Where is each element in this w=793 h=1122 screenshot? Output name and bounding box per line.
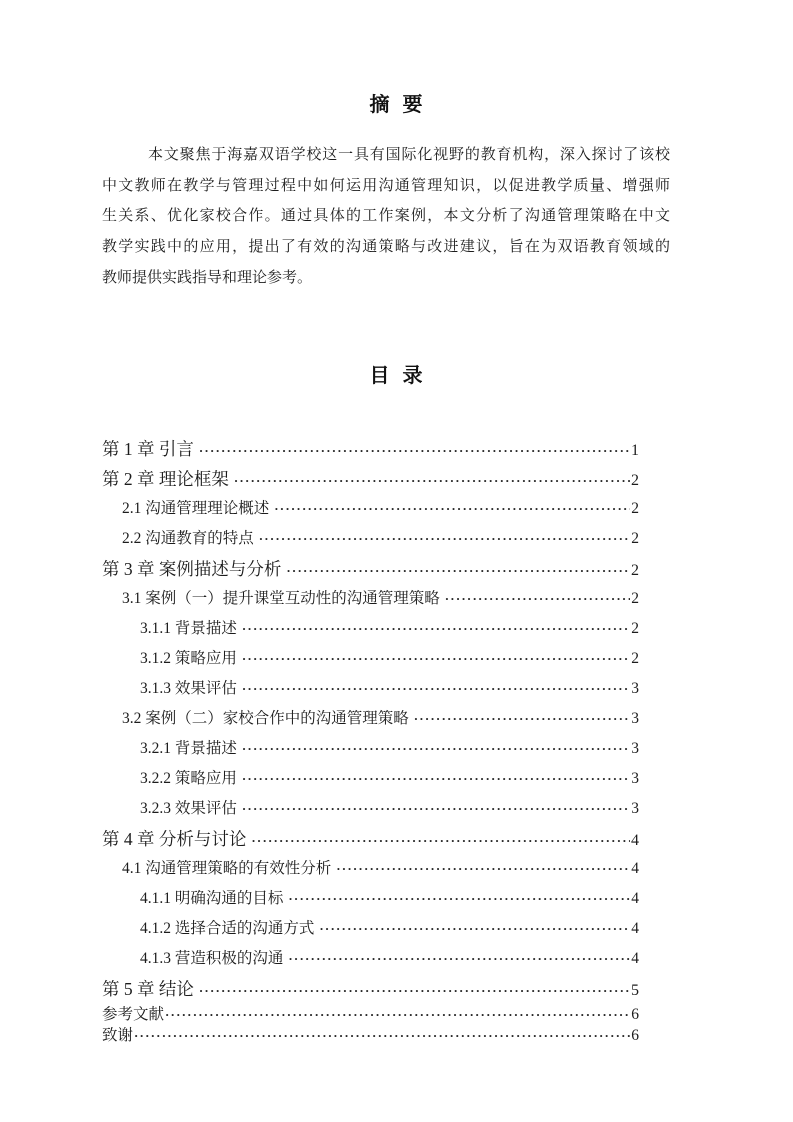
toc-entry-label: 3.2.3 效果评估 (140, 800, 237, 817)
toc-entry[interactable] (102, 1025, 639, 1046)
toc-entry-page-number: 3 (631, 740, 639, 757)
dot-leader-icon (288, 884, 630, 914)
dot-leader-icon (445, 584, 630, 614)
toc-entry-label: 3.1.2 策略应用 (140, 650, 237, 667)
toc-entry[interactable] (102, 734, 639, 764)
dot-leader-icon (242, 644, 630, 674)
toc-entry-page-number: 5 (631, 982, 639, 999)
toc-entry-label: 3.2.2 策略应用 (140, 770, 237, 787)
dot-leader-icon (199, 436, 630, 464)
toc-entry-page-number: 2 (631, 530, 639, 547)
toc-entry[interactable] (102, 464, 639, 494)
toc-entry[interactable] (102, 554, 639, 584)
toc-entry-page-number: 4 (631, 860, 639, 877)
toc-entry[interactable] (102, 854, 639, 884)
toc-entry-label: 致谢 (102, 1027, 134, 1044)
dot-leader-icon (165, 1004, 630, 1025)
dot-leader-icon (251, 826, 630, 854)
toc-entry-label: 3.2.1 背景描述 (140, 740, 237, 757)
abstract-line: 教师提供实践指导和理论参考。 (102, 269, 313, 286)
toc-entry[interactable] (102, 884, 639, 914)
toc-entry-label: 2.2 沟通教育的特点 (122, 530, 254, 547)
toc-entry[interactable] (102, 764, 639, 794)
toc-entry-page-number: 2 (631, 472, 639, 489)
toc-entry-label: 第 4 章 分析与讨论 (102, 829, 247, 849)
toc-entry-page-number: 4 (631, 920, 639, 937)
toc-entry-label: 4.1.1 明确沟通的目标 (140, 890, 284, 907)
toc-entry-label: 3.1.1 背景描述 (140, 620, 237, 637)
toc-entry-page-number: 3 (631, 710, 639, 727)
toc-entry-page-number: 3 (631, 770, 639, 787)
toc-entry[interactable] (102, 644, 639, 674)
dot-leader-icon (319, 914, 630, 944)
toc-entry-page-number: 1 (631, 442, 639, 459)
toc-entry-label: 第 3 章 案例描述与分析 (102, 559, 282, 579)
toc-entry[interactable] (102, 614, 639, 644)
toc-entry-label: 3.2 案例（二）家校合作中的沟通管理策略 (122, 710, 409, 727)
dot-leader-icon (286, 556, 630, 584)
toc-entry[interactable] (102, 944, 639, 974)
toc-list (102, 434, 639, 1046)
toc-entry-label: 3.1.3 效果评估 (140, 680, 237, 697)
dot-leader-icon (234, 466, 630, 494)
dot-leader-icon (336, 854, 630, 884)
toc-entry-page-number: 6 (631, 1027, 639, 1044)
toc-entry-label: 第 1 章 引言 (102, 439, 194, 459)
toc-entry-label: 4.1.3 营造积极的沟通 (140, 950, 284, 967)
dot-leader-icon (274, 494, 630, 524)
toc-title: 目 录 (369, 365, 424, 387)
toc-entry-page-number: 2 (631, 500, 639, 517)
dot-leader-icon (242, 674, 630, 704)
toc-entry[interactable] (102, 974, 639, 1004)
toc-entry[interactable] (102, 524, 639, 554)
abstract-line: 生关系、优化家校合作。通过具体的工作案例，本文分析了沟通管理策略在中文 (102, 208, 670, 225)
toc-entry-page-number: 2 (631, 620, 639, 637)
dot-leader-icon (242, 794, 630, 824)
toc-entry-label: 第 2 章 理论框架 (102, 469, 229, 489)
toc-entry-page-number: 6 (631, 1006, 639, 1023)
toc-entry-page-number: 4 (631, 832, 639, 849)
toc-entry[interactable] (102, 704, 639, 734)
toc-entry-label: 4.1 沟通管理策略的有效性分析 (122, 860, 332, 877)
toc-entry-page-number: 3 (631, 680, 639, 697)
dot-leader-icon (242, 764, 630, 794)
toc-entry-label: 4.1.2 选择合适的沟通方式 (140, 920, 315, 937)
dot-leader-icon (134, 1025, 630, 1046)
toc-entry-label: 3.1 案例（一）提升课堂互动性的沟通管理策略 (122, 590, 440, 607)
toc-entry[interactable] (102, 674, 639, 704)
abstract-line: 中文教师在教学与管理过程中如何运用沟通管理知识，以促进教学质量、增强师 (102, 177, 670, 194)
toc-entry-page-number: 2 (631, 590, 639, 607)
toc-entry-label: 第 5 章 结论 (102, 979, 194, 999)
dot-leader-icon (288, 944, 630, 974)
toc-entry-page-number: 4 (631, 950, 639, 967)
toc-entry[interactable] (102, 794, 639, 824)
toc-entry-label: 2.1 沟通管理理论概述 (122, 500, 270, 517)
toc-entry[interactable] (102, 494, 639, 524)
abstract-paragraph (102, 140, 670, 294)
toc-entry[interactable] (102, 824, 639, 854)
abstract-line: 教学实践中的应用，提出了有效的沟通策略与改进建议，旨在为双语教育领域的 (102, 239, 670, 256)
toc-entry[interactable] (102, 434, 639, 464)
dot-leader-icon (242, 614, 630, 644)
abstract-line: 本文聚焦于海嘉双语学校这一具有国际化视野的教育机构，深入探讨了该校 (148, 147, 670, 163)
dot-leader-icon (199, 976, 630, 1004)
toc-entry-page-number: 2 (631, 562, 639, 579)
toc-entry-label: 参考文献 (102, 1006, 165, 1023)
toc-entry[interactable] (102, 914, 639, 944)
toc-entry-page-number: 4 (631, 890, 639, 907)
toc-entry[interactable] (102, 1004, 639, 1025)
toc-entry-page-number: 3 (631, 800, 639, 817)
dot-leader-icon (259, 524, 630, 554)
dot-leader-icon (242, 734, 630, 764)
dot-leader-icon (414, 704, 630, 734)
toc-entry-page-number: 2 (631, 650, 639, 667)
toc-entry[interactable] (102, 584, 639, 614)
abstract-title: 摘 要 (369, 94, 424, 116)
